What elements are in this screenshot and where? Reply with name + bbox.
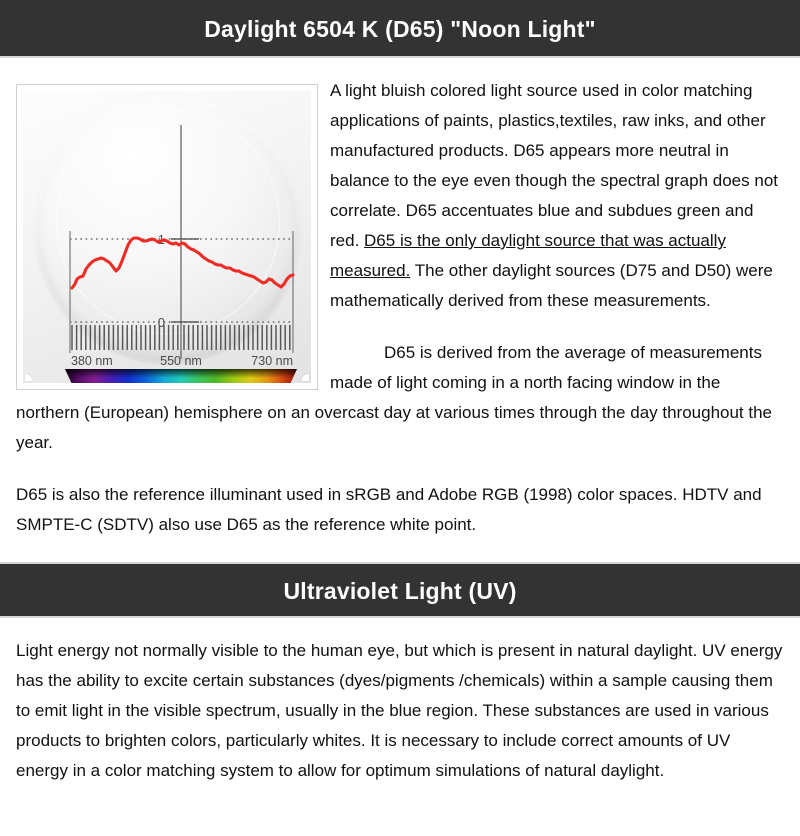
- visible-spectrum-bar: [65, 369, 297, 383]
- spectral-figure-card: [16, 84, 318, 390]
- spectral-curve-d65: [72, 238, 293, 288]
- d65-p2-text: D65 is derived from the average of measurements made of light coming in a north facing window in the northern (European) hemisphere on an overcast day at various times through the day throughout the year.: [16, 343, 773, 452]
- x-tick-550: 550 nm: [160, 354, 202, 368]
- uv-paragraph-1: Light energy not normally visible to the human eye, but which is present in natural daylight. UV energy has the ability to excite certain substances (dyes/pigments /chemicals) within a sample causing them to emit light in the visible spectrum, usually in the blue region. These substances are used in various products to brighten colors, particularly whites. It is necessary to include correct amounts of UV energy in a color matching system to allow for optimum simulations of natural daylight.: [16, 641, 783, 780]
- section-header-d65: Daylight 6504 K (D65) "Noon Light": [0, 0, 800, 58]
- d65-p1-text-b: The other daylight sources (D75 and D50) were mathematically derived from these measurements.: [330, 261, 773, 310]
- spectral-plot-svg: [23, 91, 311, 383]
- section-header-uv: Ultraviolet Light (UV): [0, 562, 800, 618]
- d65-p1-underlined-clause: D65 is the only daylight source that was actually measured.: [330, 231, 726, 280]
- y-label-1: 1: [157, 232, 165, 247]
- d65-paragraph-3: D65 is also the reference illuminant used in sRGB and Adobe RGB (1998) color spaces. HDTV and SMPTE-C (SDTV) also use D65 as the reference white point.: [16, 485, 762, 534]
- spectral-figure-inner: [23, 91, 311, 383]
- x-tick-380: 380 nm: [71, 354, 113, 368]
- x-tick-730: 730 nm: [251, 354, 293, 368]
- y-label-0: 0: [157, 315, 165, 330]
- d65-p1-text-a: A light bluish colored light source used in color matching applications of paints, plastics,textiles, raw inks, and other manufactured products. D65 appears more neutral in balance to the eye even though the spectral graph does not correlate. D65 accentuates blue and subdues green and red.: [330, 81, 778, 250]
- uv-content: [0, 636, 800, 786]
- d65-content: [0, 76, 800, 540]
